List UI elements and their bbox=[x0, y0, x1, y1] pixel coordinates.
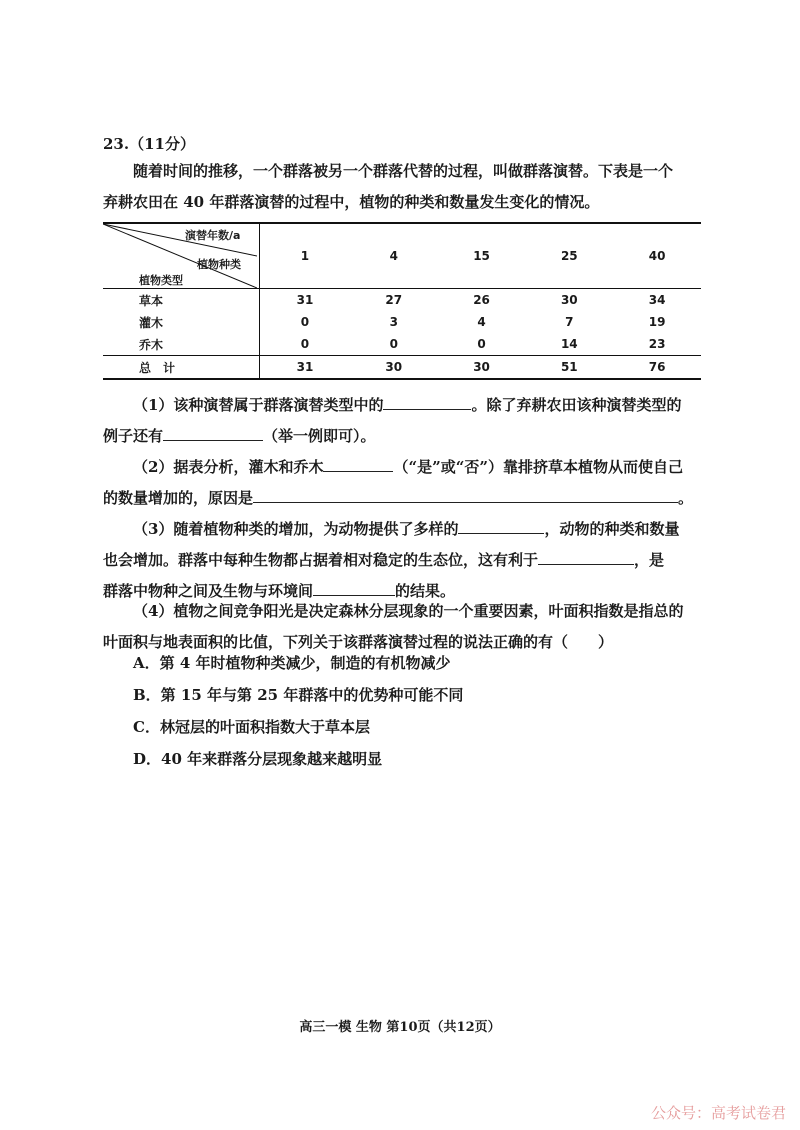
option-b[interactable]: B．第 15 年与第 25 年群落中的优势种可能不同 bbox=[133, 686, 464, 704]
table-cell: 27 bbox=[385, 293, 403, 307]
year-header: 25 bbox=[525, 223, 613, 289]
table-cell: 4 bbox=[477, 315, 486, 329]
q4-text-b: 叶面积与地表面积的比值，下列关于该群落演替过程的说法正确的有（ ） bbox=[103, 633, 614, 651]
q1-text-c: 例子还有 bbox=[103, 427, 164, 445]
table-cell: 26 bbox=[473, 293, 490, 307]
total-row bbox=[103, 356, 701, 380]
q2-text-b: （“是”或“否”）靠排挤草本植物从而使自己 bbox=[393, 458, 683, 476]
option-a[interactable]: A．第 4 年时植物种类减少，制造的有机物减少 bbox=[133, 654, 451, 672]
succession-table bbox=[103, 222, 701, 380]
table-cell: 0 bbox=[477, 337, 486, 351]
table-cell: 7 bbox=[565, 315, 574, 329]
row-label: 草本 bbox=[103, 289, 260, 312]
question-number: 23.（11分） bbox=[103, 135, 195, 153]
table-cell: 14 bbox=[560, 337, 578, 351]
table-cell: 34 bbox=[648, 293, 666, 307]
table-row bbox=[103, 289, 701, 312]
row-label: 乔木 bbox=[103, 333, 260, 356]
table-cell: 30 bbox=[560, 293, 578, 307]
answer-blank[interactable] bbox=[323, 455, 393, 472]
table-header-row bbox=[103, 223, 701, 289]
answer-blank[interactable] bbox=[458, 517, 544, 534]
watermark: 公众号：高考试卷君 bbox=[650, 1104, 786, 1122]
answer-blank[interactable] bbox=[383, 393, 471, 410]
q1-text-d: （举一例即可）。 bbox=[263, 427, 376, 445]
corner-bottom-label: 植物类型 bbox=[139, 274, 183, 287]
answer-blank[interactable] bbox=[313, 579, 395, 596]
table-cell: 19 bbox=[648, 315, 666, 329]
intro-line-2: 弃耕农田在 40 年群落演替的过程中，植物的种类和数量发生变化的情况。 bbox=[103, 193, 600, 211]
table-cell: 0 bbox=[300, 337, 310, 351]
q3-text-d: ，是 bbox=[634, 551, 665, 569]
q3-text-a: （3）随着植物种类的增加，为动物提供了多样的 bbox=[133, 520, 459, 538]
table-row bbox=[103, 311, 701, 333]
corner-mid-label: 植物种类 bbox=[197, 258, 241, 271]
table-cell: 76 bbox=[613, 356, 701, 380]
q1-text-a: （1）该种演替属于群落演替类型中的 bbox=[133, 396, 384, 414]
question-intro bbox=[103, 156, 703, 218]
sub-question-3 bbox=[103, 514, 703, 607]
q4-text-a: （4）植物之间竞争阳光是决定森林分层现象的一个重要因素，叶面积指数是指总的 bbox=[133, 602, 684, 620]
page-footer: 高三一模 生物 第10页（共12页） bbox=[299, 1020, 501, 1035]
table-cell: 51 bbox=[525, 356, 613, 380]
intro-line-1: 随着时间的推移，一个群落被另一个群落代替的过程，叫做群落演替。下表是一个 bbox=[133, 162, 674, 180]
q2-text-d: 。 bbox=[678, 489, 694, 507]
year-header: 1 bbox=[260, 223, 350, 289]
year-header: 15 bbox=[438, 223, 526, 289]
q3-text-b: ，动物的种类和数量 bbox=[544, 520, 680, 538]
q3-text-f: 的结果。 bbox=[395, 582, 456, 600]
year-header: 40 bbox=[613, 223, 701, 289]
sub-question-4 bbox=[103, 596, 703, 658]
table-cell: 3 bbox=[389, 315, 398, 329]
q3-text-e: 群落中物种之间及生物与环境间 bbox=[103, 582, 314, 600]
year-header: 4 bbox=[350, 223, 438, 289]
table-cell: 30 bbox=[350, 356, 438, 380]
option-d[interactable]: D．40 年来群落分层现象越来越明显 bbox=[133, 750, 383, 768]
option-c[interactable]: C．林冠层的叶面积指数大于草本层 bbox=[133, 718, 370, 736]
table-cell: 0 bbox=[389, 337, 398, 351]
sub-question-1 bbox=[103, 390, 703, 452]
table-cell: 31 bbox=[296, 293, 314, 307]
corner-top-label: 演替年数/a bbox=[185, 229, 241, 242]
q3-text-c: 也会增加。群落中每种生物都占据着相对稳定的生态位，这有利于 bbox=[103, 551, 539, 569]
table-row bbox=[103, 333, 701, 356]
answer-blank[interactable] bbox=[163, 424, 263, 441]
q2-text-a: （2）据表分析，灌木和乔木 bbox=[133, 458, 324, 476]
diagonal-header-cell bbox=[103, 223, 260, 289]
answer-blank[interactable] bbox=[253, 486, 678, 503]
q2-text-c: 的数量增加的，原因是 bbox=[103, 489, 254, 507]
q1-text-b: 。除了弃耕农田该种演替类型的 bbox=[471, 396, 682, 414]
answer-blank[interactable] bbox=[538, 548, 634, 565]
total-label: 总 计 bbox=[103, 356, 260, 380]
sub-question-2 bbox=[103, 452, 703, 514]
table-cell: 23 bbox=[648, 337, 666, 351]
row-label: 灌木 bbox=[103, 311, 260, 333]
table-cell: 0 bbox=[300, 315, 310, 329]
table-cell: 30 bbox=[438, 356, 526, 380]
table-cell: 31 bbox=[260, 356, 350, 380]
